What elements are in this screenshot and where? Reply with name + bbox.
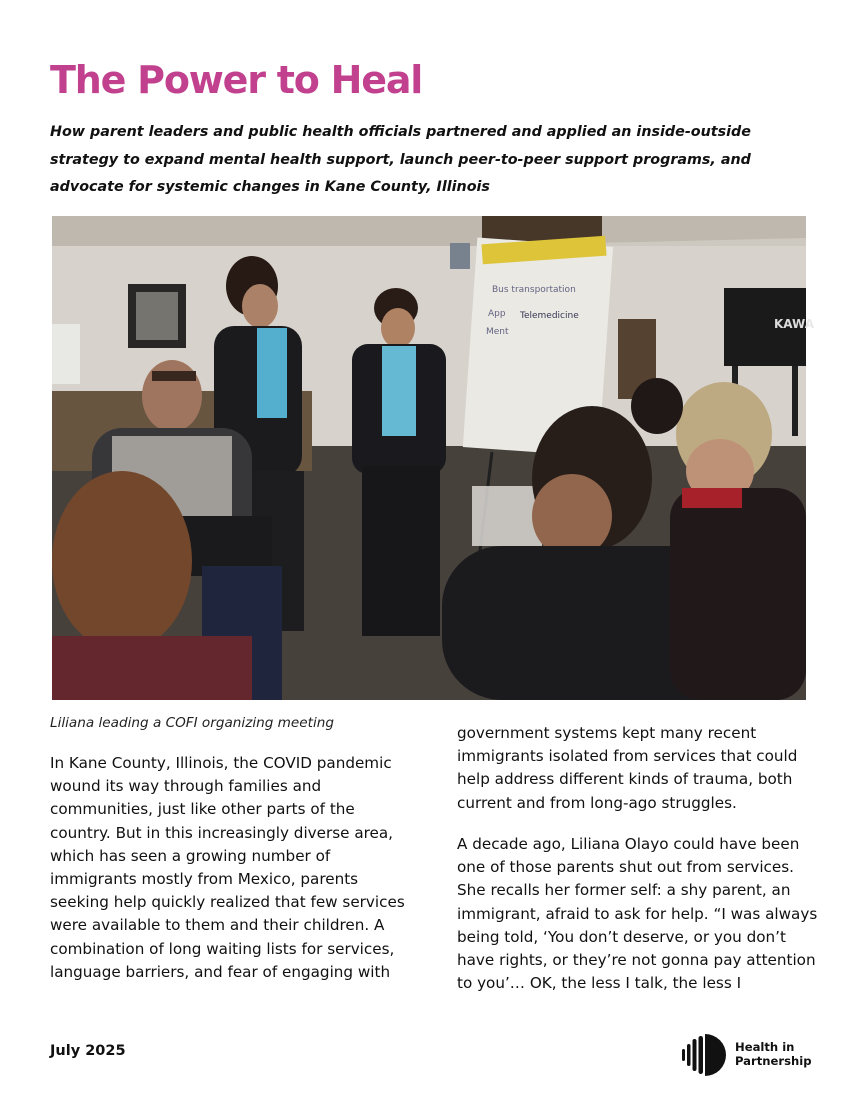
flipchart-line-4: Ment: [486, 327, 509, 337]
photo-caption: Liliana leading a COFI organizing meeting: [50, 715, 334, 731]
flipchart-line-2: App: [488, 309, 506, 319]
meeting-photo: [52, 216, 815, 700]
flipchart-line-1: Bus transportation: [492, 285, 576, 295]
logo-line-1: Health in: [735, 1040, 795, 1054]
flipchart-line-3: Telemedicine: [520, 311, 579, 321]
page-title: The Power to Heal: [50, 58, 423, 102]
page-subtitle: How parent leaders and public health officials partnered and applied an inside-outside strategy to expand mental health support, launch peer-to-peer support programs, and advocate for systemic changes in Kane County, Illinois: [50, 124, 751, 195]
footer-date: July 2025: [50, 1043, 126, 1059]
meeting-photo-illustration: [52, 216, 815, 700]
logo-wordmark: [735, 1040, 812, 1068]
logo-mark-icon: [681, 1033, 727, 1077]
body-left-column: In Kane County, Illinois, the COVID pandemic wound its way through families and communities, just like other parts of the country. But in this increasingly diverse area, which has seen a growing number of immigrants mostly from Mexico, parents seeking help quickly realized that few services were available to them and their children. A combination of long waiting lists for services, language barriers, and fear of engaging with: [50, 754, 405, 981]
logo-line-2: Partnership: [735, 1054, 812, 1068]
body-right-paragraph-1: government systems kept many recent immigrants isolated from services that could help address different kinds of trauma, both current and from long-ago struggles.: [457, 724, 798, 812]
piano-brand-label: KAWA: [774, 317, 815, 331]
body-right-paragraph-2: A decade ago, Liliana Olayo could have been one of those parents shut out from services. She recalls her former self: a shy parent, an immigrant, afraid to ask for help. “I was always being told, ‘You don’t deserve, or you don’t have rights, or they’re not gonna pay attention to you’… OK, the less I talk, the less I: [457, 835, 818, 993]
health-in-partnership-logo: [681, 1033, 816, 1077]
